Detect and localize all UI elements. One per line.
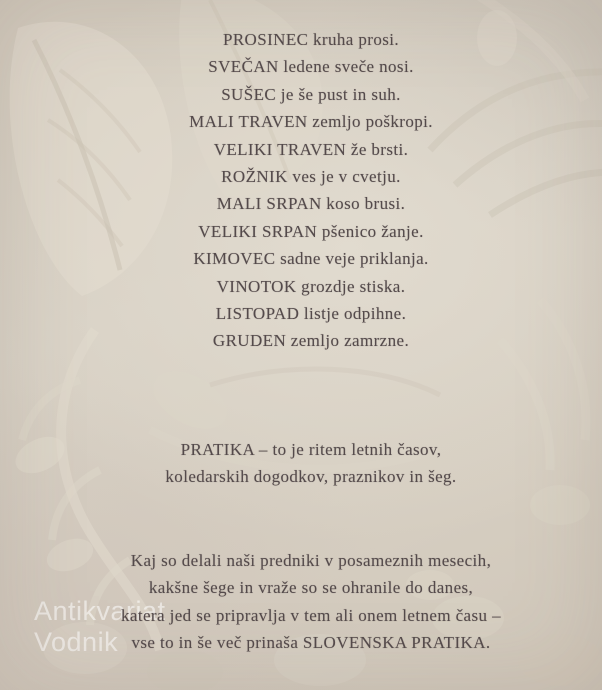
verse-line: KIMOVEC sadne veje priklanja. — [193, 249, 429, 269]
outro-line: Kaj so delali naši predniki v posameznih mesecih, — [130, 551, 492, 570]
pratika-line: PRATIKA – to je ritem letnih časov, — [180, 440, 442, 459]
verse-line: SVEČAN ledene sveče nosi. — [208, 57, 414, 77]
pratika-description-block — [20, 436, 602, 491]
verse-line: LISTOPAD listje odpihne. — [215, 303, 407, 323]
verse-line: VINOTOK grozdje stiska. — [216, 276, 406, 296]
closing-paragraph-block — [20, 547, 602, 657]
verse-line: VELIKI TRAVEN že brsti. — [213, 139, 409, 159]
watermark-line: Vodnik — [34, 627, 119, 657]
verse-line: ROŽNIK ves je v cvetju. — [221, 166, 401, 186]
outro-line: kakšne šege in vraže so se ohranile do danes, — [148, 578, 474, 598]
pratika-line: koledarskih dogodkov, praznikov in šeg. — [165, 467, 457, 487]
month-verse-block — [20, 26, 602, 355]
verse-line: MALI SRPAN koso brusi. — [216, 194, 406, 214]
verse-line: VELIKI SRPAN pšenico žanje. — [198, 221, 424, 241]
watermark-line: Antikvariat — [34, 596, 166, 626]
outro-line: vse to in še več prinaša SLOVENSKA PRATIKA. — [131, 633, 491, 653]
verse-line: MALI TRAVEN zemljo poškropi. — [189, 112, 433, 132]
verse-line: SUŠEC je še pust in suh. — [221, 84, 401, 104]
outro-line: katera jed se pripravlja v tem ali onem letnem času – — [121, 605, 501, 625]
verse-line: GRUDEN zemljo zamrzne. — [212, 331, 410, 351]
verse-line: PROSINEC kruha prosi. — [222, 30, 400, 49]
